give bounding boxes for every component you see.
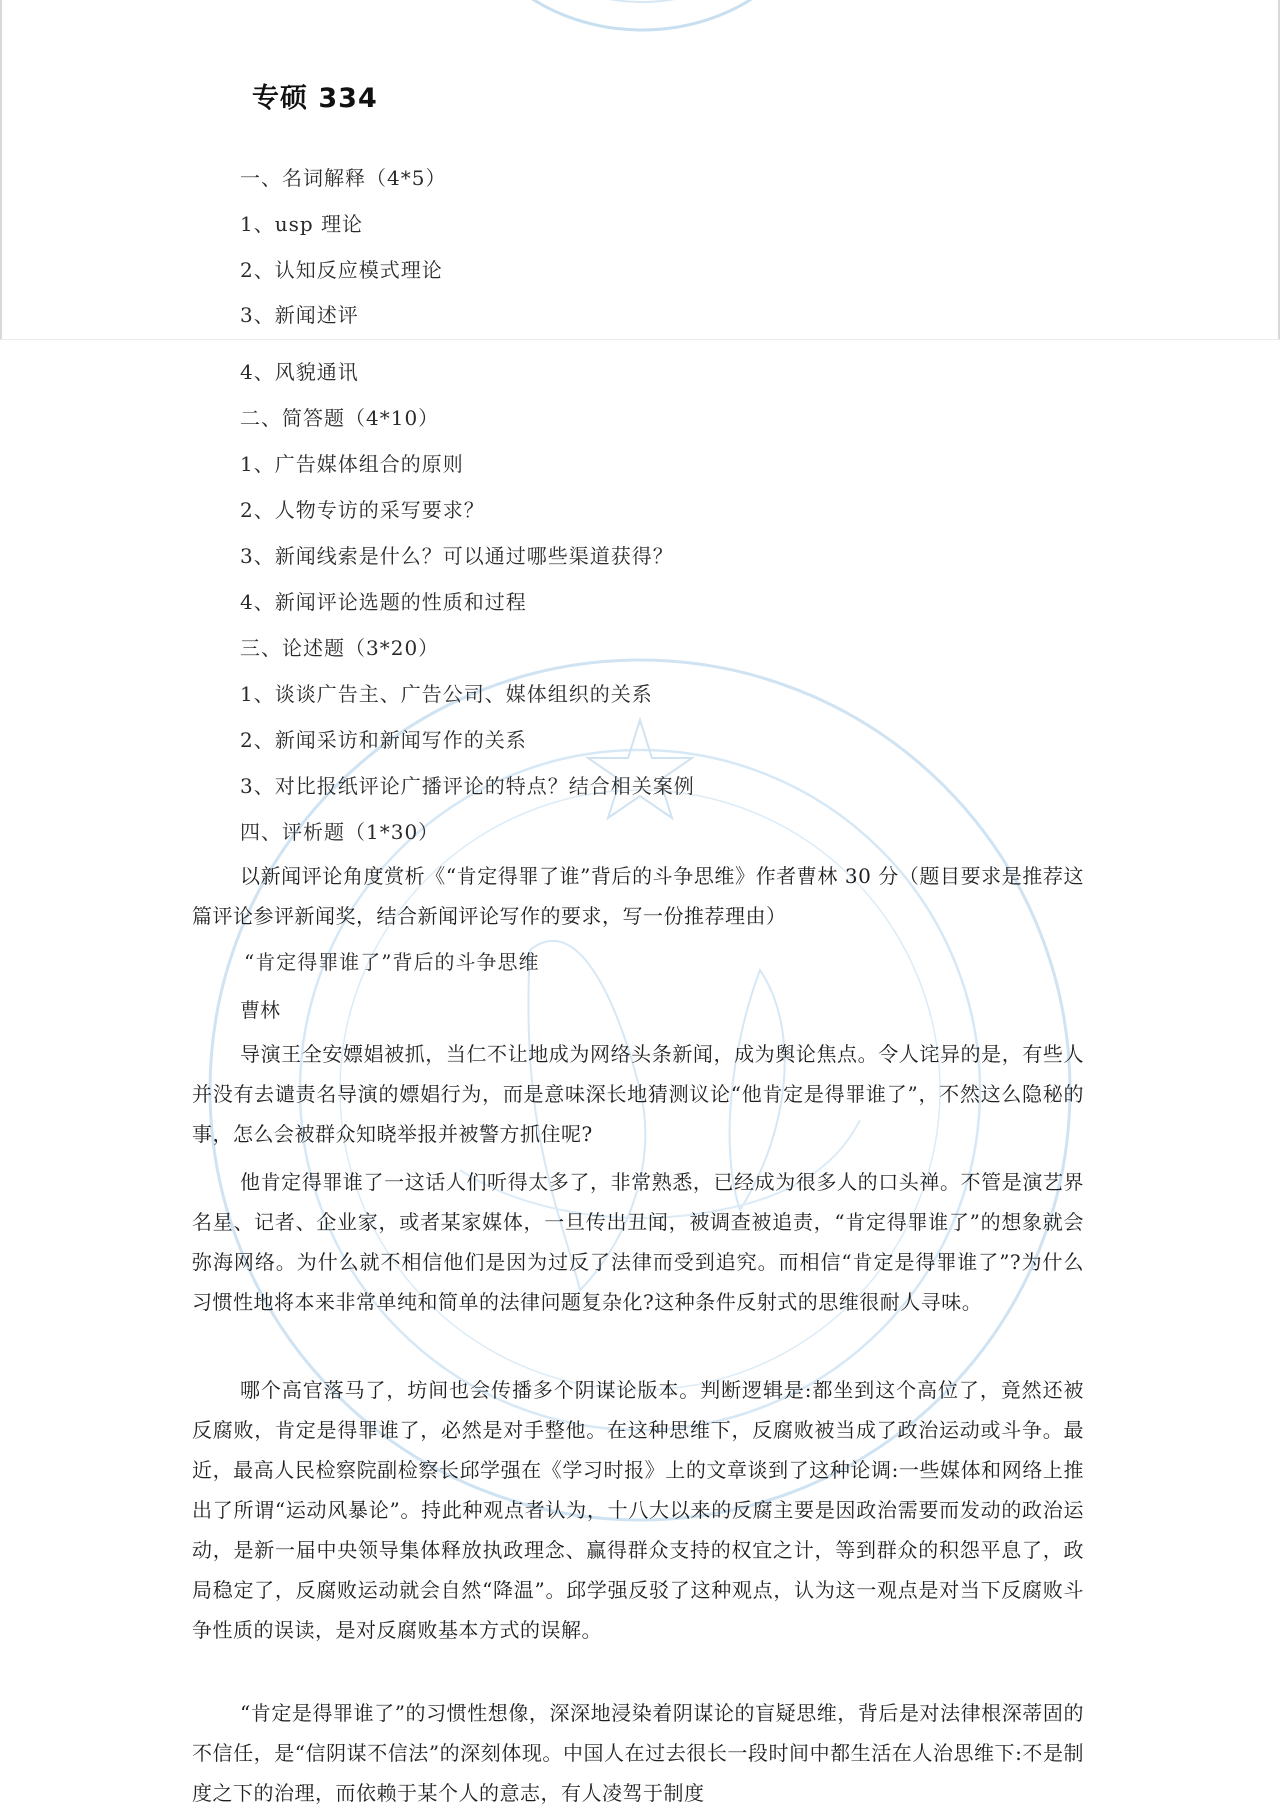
list-item: 3、新闻述评 xyxy=(240,303,359,327)
list-item: 4、新闻评论选题的性质和过程 xyxy=(240,590,527,614)
section-heading: 三、论述题（3*20） xyxy=(240,636,440,660)
list-item: 1、usp 理论 xyxy=(240,212,364,236)
list-item: 3、对比报纸评论广播评论的特点？结合相关案例 xyxy=(240,774,695,798)
article-paragraph: 哪个高官落马了，坊间也会传播多个阴谋论版本。判断逻辑是:都坐到这个高位了，竟然还被反腐败，肯定是得罪谁了，必然是对手整他。在这种思维下，反腐败被当成了政治运动或斗争。最近，最高人民检察院副检察长邱学强在《学习时报》上的文章谈到了这种论调:一些媒体和网络上推出了所谓“运动风暴论”。持此种观点者认为，十八大以来的反腐主要是因政治需要而发动的政治运动，是新一届中央领导集体释放执政理念、赢得群众支持的权宜之计，等到群众的积怨平息了，政局稳定了，反腐败运动就会自然“降温”。邱学强反驳了这种观点，认为这一观点是对当下反腐败斗争性质的误读，是对反腐败基本方式的误解。 xyxy=(192,1378,1084,1642)
question-prompt: 以新闻评论角度赏析《“肯定得罪了谁”背后的斗争思维》作者曹林 30 分（题目要求是推荐这篇评论参评新闻奖，结合新闻评论写作的要求，写一份推荐理由） xyxy=(192,864,1084,928)
article-author: 曹林 xyxy=(240,998,280,1022)
list-item: 2、认知反应模式理论 xyxy=(240,258,443,282)
list-item: 3、新闻线索是什么？可以通过哪些渠道获得？ xyxy=(240,544,674,568)
section-heading: 二、简答题（4*10） xyxy=(240,406,440,430)
list-item: 2、人物专访的采写要求？ xyxy=(240,498,485,522)
section-heading: 一、名词解释（4*5） xyxy=(240,166,447,190)
article-paragraph: 他肯定得罪谁了一这话人们听得太多了，非常熟悉，已经成为很多人的口头禅。不管是演艺界名星、记者、企业家，或者某家媒体，一旦传出丑闻，被调查被追责，“肯定得罪谁了”的想象就会弥海网络。为什么就不相信他们是因为过反了法律而受到追究。而相信“肯定是得罪谁了”?为什么习惯性地将本来非常单纯和简单的法律问题复杂化?这种条件反射式的思维很耐人寻味。 xyxy=(192,1170,1084,1314)
article-title: “肯定得罪谁了”背后的斗争思维 xyxy=(244,950,540,974)
list-item: 1、谈谈广告主、广告公司、媒体组织的关系 xyxy=(240,682,653,706)
page-title: 专硕 334 xyxy=(252,83,378,114)
list-item: 1、广告媒体组合的原则 xyxy=(240,452,464,476)
article-paragraph: 导演王全安嫖娼被抓，当仁不让地成为网络头条新闻，成为舆论焦点。令人诧异的是，有些人并没有去谴责名导演的嫖娼行为，而是意味深长地猜测议论“他肯定是得罪谁了”，不然这么隐秘的事，怎么会被群众知晓举报并被警方抓住呢? xyxy=(192,1042,1084,1146)
article-paragraph: “肯定是得罪谁了”的习惯性想像，深深地浸染着阴谋论的盲疑思维，背后是对法律根深蒂固的不信任，是“信阴谋不信法”的深刻体现。中国人在过去很长一段时间中都生活在人治思维下:不是制度之下的治理，而依赖于某个人的意志，有人凌驾于制度 xyxy=(192,1701,1084,1805)
section-heading: 四、评析题（1*30） xyxy=(240,820,440,844)
list-item: 2、新闻采访和新闻写作的关系 xyxy=(240,728,527,752)
list-item: 4、风貌通讯 xyxy=(240,360,359,384)
